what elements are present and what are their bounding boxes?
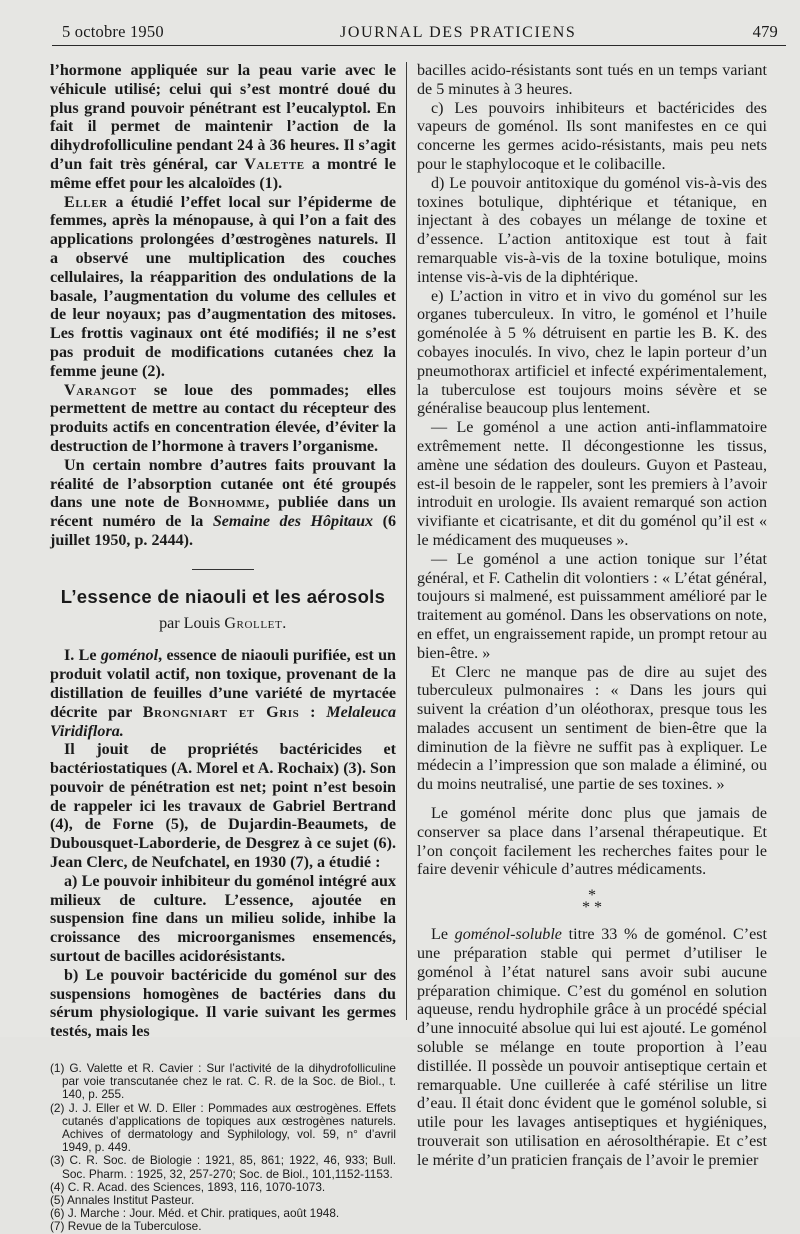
paragraph-item-c: c) Les pouvoirs inhibiteurs et bactéricides des vapeurs de goménol. Ils sont manifestes en ce qui concerne les germes acido-résistants, mais peu nets pour le staphylocoque et le colibacille. — [417, 99, 767, 173]
running-header — [62, 22, 778, 42]
paragraph-continuation: bacilles acido-résistants sont tués en un temps variant de 5 minutes à 3 heures. — [417, 62, 767, 98]
paragraph-intro: I. Le goménol, essence de niaouli purifiée, est un produit volatil actif, non toxique, provenant de la distillation de feuilles d’une variété de myrtacée décrite par Brongniart et Gris : Melaleuca Viridiflora. — [50, 647, 397, 740]
author-name: Eller — [64, 193, 108, 211]
right-column — [417, 62, 767, 1171]
paragraph-conclusion: Le goménol mérite donc plus que jamais de conserver sa place dans l’arsenal thérapeutique. Et l’on conçoit facilement les recherches faites pour le faire devenir véhicule d’autres médicaments. — [417, 805, 767, 879]
footnote: (1) G. Valette et R. Cavier : Sur l’activité de la dihydrofolliculine par voie transcutanée chez le rat. C. R. de la Soc. de Biol., t. 140, p. 255. — [50, 1061, 396, 1102]
byline: par Louis Grollet. — [159, 614, 287, 632]
header-rule — [52, 45, 786, 46]
paragraph-anti-inflammatory: — Le goménol a une action anti-inflammatoire extrêmement nette. Il décongestionne les tissus, amène une sédation des douleurs. Guyon et Pasteau, est-il besoin de le rappeler, sont les premiers à l’avoir introduit en urologie. Ils avaient remarqué son action vivifiante et cicatrisante, et dit du goménol qu’il est « le médicament des muqueuses ». — [417, 419, 767, 549]
paragraph-eller: Eller a étudié l’effet local sur l’épiderme de femmes, après la ménopause, à qui l’on a fait des applications prolongées d’œstrogènes naturels. Il a observé une multiplication des couches cellulaires, la réapparition des ondulations de la basale, l’augmentation du volume des cellules et de leur noyaux; pas d’augmentation des mitoses. Les frottis vaginaux ont été modifiés; il ne s’est pas produit de modifications cutanées chez la femme jeune (2). — [50, 193, 396, 380]
article-title: L’essence de niaouli et les aérosols — [60, 585, 386, 607]
paragraph-item-d: d) Le pouvoir antitoxique du goménol vis-à-vis des toxines botulique, diphtérique et tétanique, en injectant à des cobayes un mélange de toxine et d’essence. L’action antitoxique est tout à fait remarquable vis-à-vis de la toxine botulique, moins intense vis-à-vis de la diphtérique. — [417, 174, 767, 286]
paragraph-varangot: Varangot se loue des pommades; elles permettent de mettre au contact du récepteur des produits actifs en concentration élevée, d’éviter la destruction de l’hormone à travers l’organisme. — [50, 381, 396, 455]
paragraph-properties: Il jouit de propriétés bactéricides et bactériostatiques (A. Morel et A. Rochaix) (3). Son pouvoir de pénétration est net; point n’est besoin de rappeler ici les travaux de Gabriel Bertrand (4), de Forne (5), de Dujardin-Beaumets, de Dubousquet-Laborderie, de Desgrez à ce sujet (6). Jean Clerc, de Neufchatel, en 1930 (7), a étudié : — [50, 741, 396, 872]
paragraph-clerc: Et Clerc ne manque pas de dire au sujet des tuberculeux pulmonaires : « Dans les jours qui suivent la création d’un oléothorax, presque tous les malades accusent un sentiment de bien-être que la diminution de la fièvre ne suffit pas à expliquer. Le médecin a l’impression que son malade a éliminé, ou du moins neutralisé, une partie de ses toxines. » — [417, 663, 767, 794]
column-divider — [406, 62, 407, 1020]
journal-title: JOURNAL DES PRATICIENS — [340, 24, 577, 41]
footnotes — [50, 1062, 396, 1234]
paragraph-item-e: e) L’action in vitro et in vivo du goménol sur les organes tuberculeux. In vitro, le goménol et l’huile goménolée à 5 % détruisent en partie les B. K. des cobayes inoculés. In vivo, chez le lapin porteur d’un pneumothorax artificiel et infecté expérimentalement, la tuberculose est toujours moins sévère et se généralise beaucoup plus lentement. — [417, 287, 767, 418]
paragraph-gomenol-soluble: Le goménol-soluble titre 33 % de goménol. C’est une préparation stable qui permet d’utiliser le goménol à l’état naturel sans avoir subi aucune préparation chimique. C’est du goménol en solution aqueuse, rendu hydrophile grâce à un procédé spécial d’une innocuité absolue qui lui est ajouté. Le goménol soluble se mélange en toute proportion à l’eau distillée. Il possède un pouvoir antiseptique certain et remarquable. Une cuillerée à café stérilise un litre d’eau. Il était donc évident que le goménol soluble, si utile pour les lavages antiseptiques et hygiéniques, trouverait son utilisation en aérosolthérapie. Et c’est le mérite d’un praticien français de l’avoir le premier — [417, 926, 767, 1169]
left-column — [50, 62, 396, 1234]
page-number: 479 — [752, 22, 778, 41]
author-name: Bonhomme — [188, 494, 266, 512]
footnote: (6) J. Marche : Jour. Méd. et Chir. pratiques, août 1948. — [50, 1206, 340, 1221]
author-name: Valette — [244, 155, 305, 173]
footnote: (5) Annales Institut Pasteur. — [50, 1193, 195, 1208]
journal-reference: Semaine des Hôpitaux — [212, 513, 374, 531]
paragraph-continuation: l’hormone appliquée sur la peau varie avec le véhicule utilisé; celui qui s’est montré doué du plus grand pouvoir pénétrant est l’eucalyptol. En fait il permet de maintenir l’action de la dihydrofolliculine pendant 24 à 36 heures. Il s’agit d’un fait très général, car Valette a montré le même effet pour les alcaloïdes (1). — [50, 62, 396, 192]
paragraph-tonic: — Le goménol a une action tonique sur l’état général, et F. Cathelin dit volontiers : « L’état général, toujours si malmené, est puissamment amélioré par le traitement au goménol. Dans les observations on note, en effet, un engraissement rapide, un prompt retour au bien-être. » — [417, 550, 767, 662]
footnote: (2) J. J. Eller et W. D. Eller : Pommades aux œstrogènes. Effets cutanés d’applications de topiques aux œstrogènes naturels. Achives of dermatology and Syphilology, vol. 59, n° d’avril 1949, p. 449. — [50, 1100, 396, 1155]
issue-date: 5 octobre 1950 — [62, 22, 164, 41]
paragraph-item-b: b) Le pouvoir bactéricide du goménol sur des suspensions homogènes de bactéries dans du sérum physiologique. Il varie suivant les germes testés, mais les — [50, 966, 396, 1041]
author-name: Varangot — [64, 381, 137, 399]
byline-author: Grollet. — [224, 614, 287, 632]
section-separator — [192, 569, 254, 570]
footnote: (7) Revue de la Tuberculose. — [50, 1219, 202, 1234]
asterism: * * * — [581, 887, 603, 917]
footnote: (4) C. R. Acad. des Sciences, 1893, 116, 1070-1073. — [50, 1179, 326, 1194]
paragraph-item-a: a) Le pouvoir inhibiteur du goménol intégré aux milieux de culture. L’essence, ajoutée en suspension fine dans un milieu solide, inhibe la croissance des microorganismes ensemencés, surtout de bacilles acidorésistants. — [50, 872, 396, 966]
paragraph-bonhomme: Un certain nombre d’autres faits prouvant la réalité de l’absorption cutanée ont été groupés dans une note de Bonhomme, publiée dans un récent numéro de la Semaine des Hôpitaux (6 juillet 1950, p. 2444). — [50, 456, 396, 549]
footnote: (3) C. R. Soc. de Biologie : 1921, 85, 861; 1922, 46, 933; Bull. Soc. Pharm. : 1925, 32, 257-270; Soc. de Biol., 101,1152-1153. — [50, 1153, 396, 1181]
